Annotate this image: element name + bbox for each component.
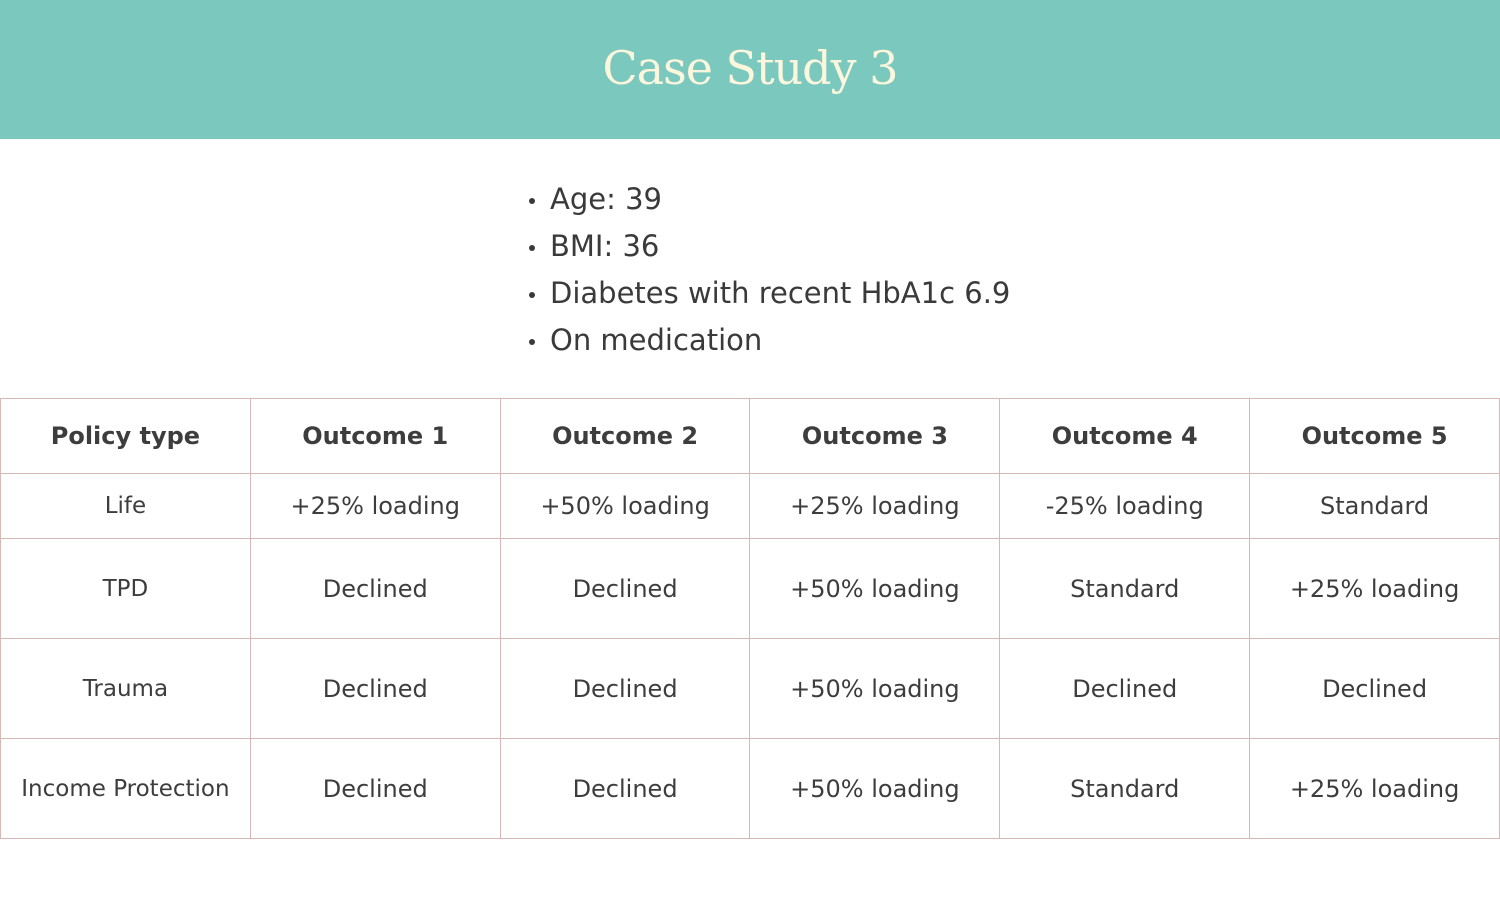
column-header-outcome-1: Outcome 1 bbox=[250, 399, 500, 474]
outcomes-table bbox=[0, 398, 1500, 839]
outcome-cell: +25% loading bbox=[250, 474, 500, 539]
outcome-cell: +50% loading bbox=[750, 639, 1000, 739]
fact-item-bmi bbox=[524, 223, 1010, 270]
column-header-outcome-4: Outcome 4 bbox=[1000, 399, 1250, 474]
column-header-outcome-3: Outcome 3 bbox=[750, 399, 1000, 474]
outcome-cell: Declined bbox=[250, 639, 500, 739]
policy-type-cell: Income Protection bbox=[1, 739, 251, 839]
fact-text: Age: 39 bbox=[550, 182, 662, 216]
outcome-cell: Standard bbox=[1000, 739, 1250, 839]
fact-text: Diabetes with recent HbA1c 6.9 bbox=[550, 276, 1011, 310]
policy-type-cell: Trauma bbox=[1, 639, 251, 739]
outcome-cell: Declined bbox=[1000, 639, 1250, 739]
bullet-icon bbox=[529, 292, 535, 298]
policy-type-cell: Life bbox=[1, 474, 251, 539]
outcome-cell: Declined bbox=[1250, 639, 1500, 739]
outcome-cell: Declined bbox=[500, 739, 750, 839]
outcome-cell: Declined bbox=[250, 539, 500, 639]
outcome-cell: Standard bbox=[1000, 539, 1250, 639]
outcome-cell: -25% loading bbox=[1000, 474, 1250, 539]
outcome-cell: +25% loading bbox=[750, 474, 1000, 539]
outcome-cell: +25% loading bbox=[1250, 539, 1500, 639]
page-title: Case Study 3 bbox=[602, 40, 898, 95]
outcome-cell: Standard bbox=[1250, 474, 1500, 539]
table-header-row bbox=[1, 399, 1500, 474]
fact-item-medication bbox=[524, 317, 1010, 364]
title-banner bbox=[0, 0, 1500, 139]
column-header-policy-type: Policy type bbox=[1, 399, 251, 474]
bullet-icon bbox=[529, 198, 535, 204]
column-header-outcome-5: Outcome 5 bbox=[1250, 399, 1500, 474]
outcome-cell: Declined bbox=[500, 639, 750, 739]
column-header-outcome-2: Outcome 2 bbox=[500, 399, 750, 474]
outcome-cell: +25% loading bbox=[1250, 739, 1500, 839]
case-facts-list bbox=[524, 176, 1010, 364]
outcome-cell: +50% loading bbox=[750, 739, 1000, 839]
fact-text: On medication bbox=[550, 323, 763, 357]
outcome-cell: +50% loading bbox=[750, 539, 1000, 639]
table-row-life bbox=[1, 474, 1500, 539]
outcome-cell: Declined bbox=[250, 739, 500, 839]
outcome-cell: +50% loading bbox=[500, 474, 750, 539]
bullet-icon bbox=[529, 245, 535, 251]
outcome-cell: Declined bbox=[500, 539, 750, 639]
table-row-tpd bbox=[1, 539, 1500, 639]
policy-type-cell: TPD bbox=[1, 539, 251, 639]
fact-item-age bbox=[524, 176, 1010, 223]
table-row-income-protection bbox=[1, 739, 1500, 839]
fact-text: BMI: 36 bbox=[550, 229, 660, 263]
table-row-trauma bbox=[1, 639, 1500, 739]
fact-item-diabetes bbox=[524, 270, 1010, 317]
bullet-icon bbox=[529, 339, 535, 345]
